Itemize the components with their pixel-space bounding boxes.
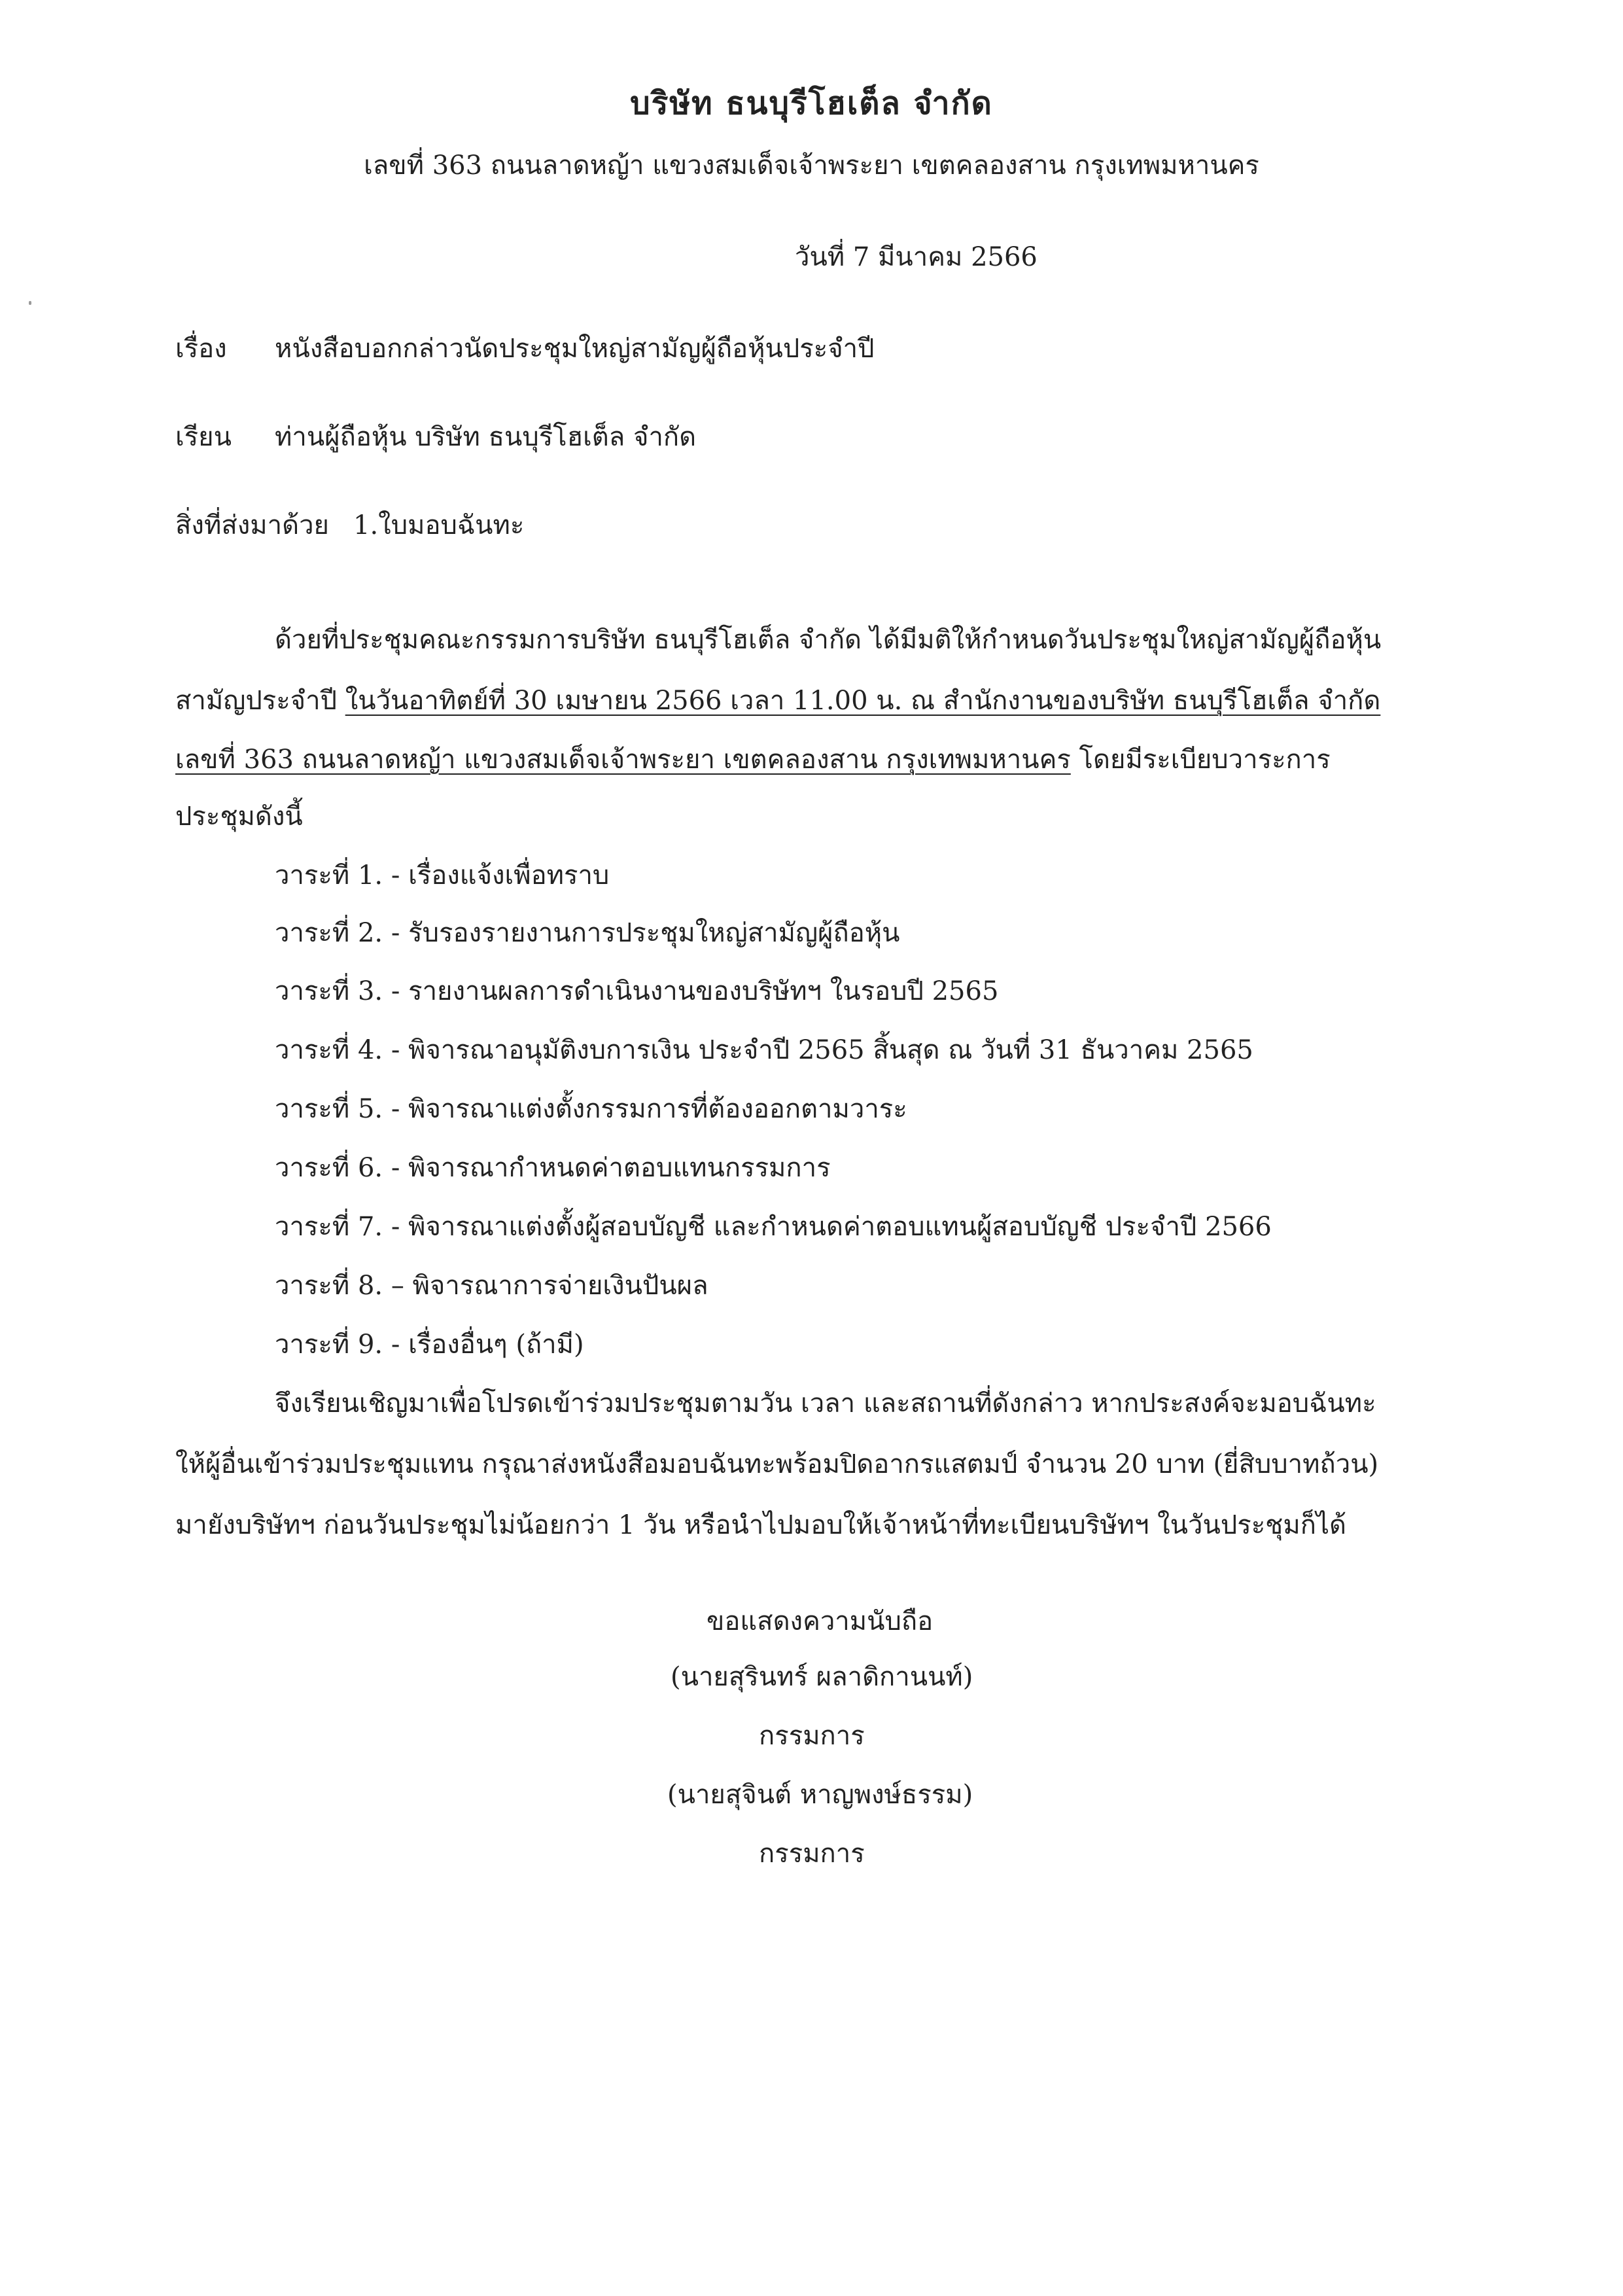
agenda-item: วาระที่ 6. - พิจารณากำหนดค่าตอบแทนกรรมการ (275, 1153, 831, 1183)
agenda-item: วาระที่ 7. - พิจารณาแต่งตั้งผู้สอบบัญชี และกำหนดค่าตอบแทนผู้สอบบัญชี ประจำปี 2566 (275, 1212, 1272, 1242)
agenda-item: วาระที่ 1. - เรื่องแจ้งเพื่อทราบ (275, 860, 610, 891)
signer-1-title: กรรมการ (759, 1721, 865, 1751)
closing-line-3: มายังบริษัทฯ ก่อนวันประชุมไม่น้อยกว่า 1 วัน หรือนำไปมอบให้เจ้าหน้าที่ทะเบียนบริษัทฯ ในวันประชุมก็ได้ (175, 1510, 1346, 1540)
scan-speck (29, 301, 31, 305)
agenda-item: วาระที่ 4. - พิจารณาอนุมัติงบการเงิน ประจำปี 2565 สิ้นสุด ณ วันที่ 31 ธันวาคม 2565 (275, 1035, 1253, 1065)
enclosure-label: สิ่งที่ส่งมาด้วย (175, 510, 329, 540)
signer-2-title: กรรมการ (759, 1839, 865, 1869)
letter-date: วันที่ 7 มีนาคม 2566 (795, 242, 1038, 272)
signer-2-name: (นายสุจินต์ หาญพงษ์ธรรม) (667, 1780, 973, 1810)
subject-text: หนังสือบอกกล่าวนัดประชุมใหญ่สามัญผู้ถือหุ้นประจำปี (275, 334, 875, 364)
agenda-item: วาระที่ 3. - รายงานผลการดำเนินงานของบริษัทฯ ในรอบปี 2565 (275, 976, 999, 1006)
intro-line-4: ประชุมดังนี้ (175, 802, 303, 832)
agenda-item: วาระที่ 9. - เรื่องอื่นๆ (ถ้ามี) (275, 1330, 584, 1360)
recipient-text: ท่านผู้ถือหุ้น บริษัท ธนบุรีโฮเต็ล จำกัด (275, 422, 697, 452)
meeting-datetime-underlined: ในวันอาทิตย์ที่ 30 เมษายน 2566 เวลา 11.00 น. ณ สำนักงานของบริษัท ธนบุรีโฮเต็ล จำกัด (345, 686, 1381, 716)
agenda-item: วาระที่ 2. - รับรองรายงานการประชุมใหญ่สามัญผู้ถือหุ้น (275, 918, 900, 948)
enclosure-text: 1.ใบมอบฉันทะ (353, 510, 525, 540)
intro-line-3-suffix: โดยมีระเบียบวาระการ (1070, 745, 1331, 775)
agenda-item: วาระที่ 8. – พิจารณาการจ่ายเงินปันผล (275, 1271, 708, 1301)
closing-line-2: ให้ผู้อื่นเข้าร่วมประชุมแทน กรุณาส่งหนังสือมอบฉันทะพร้อมปิดอากรแสตมป์ จำนวน 20 บาท (ยี่สิบบาทถ้วน) (175, 1449, 1379, 1479)
company-address: เลขที่ 363 ถนนลาดหญ้า แขวงสมเด็จเจ้าพระยา เขตคลองสาน กรุงเทพมหานคร (364, 150, 1259, 181)
agenda-item: วาระที่ 5. - พิจารณาแต่งตั้งกรรมการที่ต้องออกตามวาระ (275, 1094, 907, 1124)
intro-line-1: ด้วยที่ประชุมคณะกรรมการบริษัท ธนบุรีโฮเต็ล จำกัด ได้มีมติให้กำหนดวันประชุมใหญ่สามัญผู้ถือหุ้น (275, 625, 1382, 655)
recipient-label: เรียน (175, 422, 232, 452)
intro-line-2-prefix: สามัญประจำปี (175, 686, 345, 716)
company-name: บริษัท ธนบุรีโฮเต็ล จำกัด (630, 85, 993, 122)
closing-line-1: จึงเรียนเชิญมาเพื่อโปรดเข้าร่วมประชุมตามวัน เวลา และสถานที่ดังกล่าว หากประสงค์จะมอบฉันทะ (275, 1388, 1376, 1419)
intro-line-3 (175, 738, 1331, 780)
signer-1-name: (นายสุรินทร์ ผลาดิกานนท์) (671, 1662, 973, 1692)
meeting-address-underlined: เลขที่ 363 ถนนลาดหญ้า แขวงสมเด็จเจ้าพระยา เขตคลองสาน กรุงเทพมหานคร (175, 745, 1071, 775)
intro-line-2 (175, 679, 1380, 721)
subject-label: เรื่อง (175, 334, 227, 364)
closing-regards: ขอแสดงความนับถือ (707, 1606, 934, 1636)
